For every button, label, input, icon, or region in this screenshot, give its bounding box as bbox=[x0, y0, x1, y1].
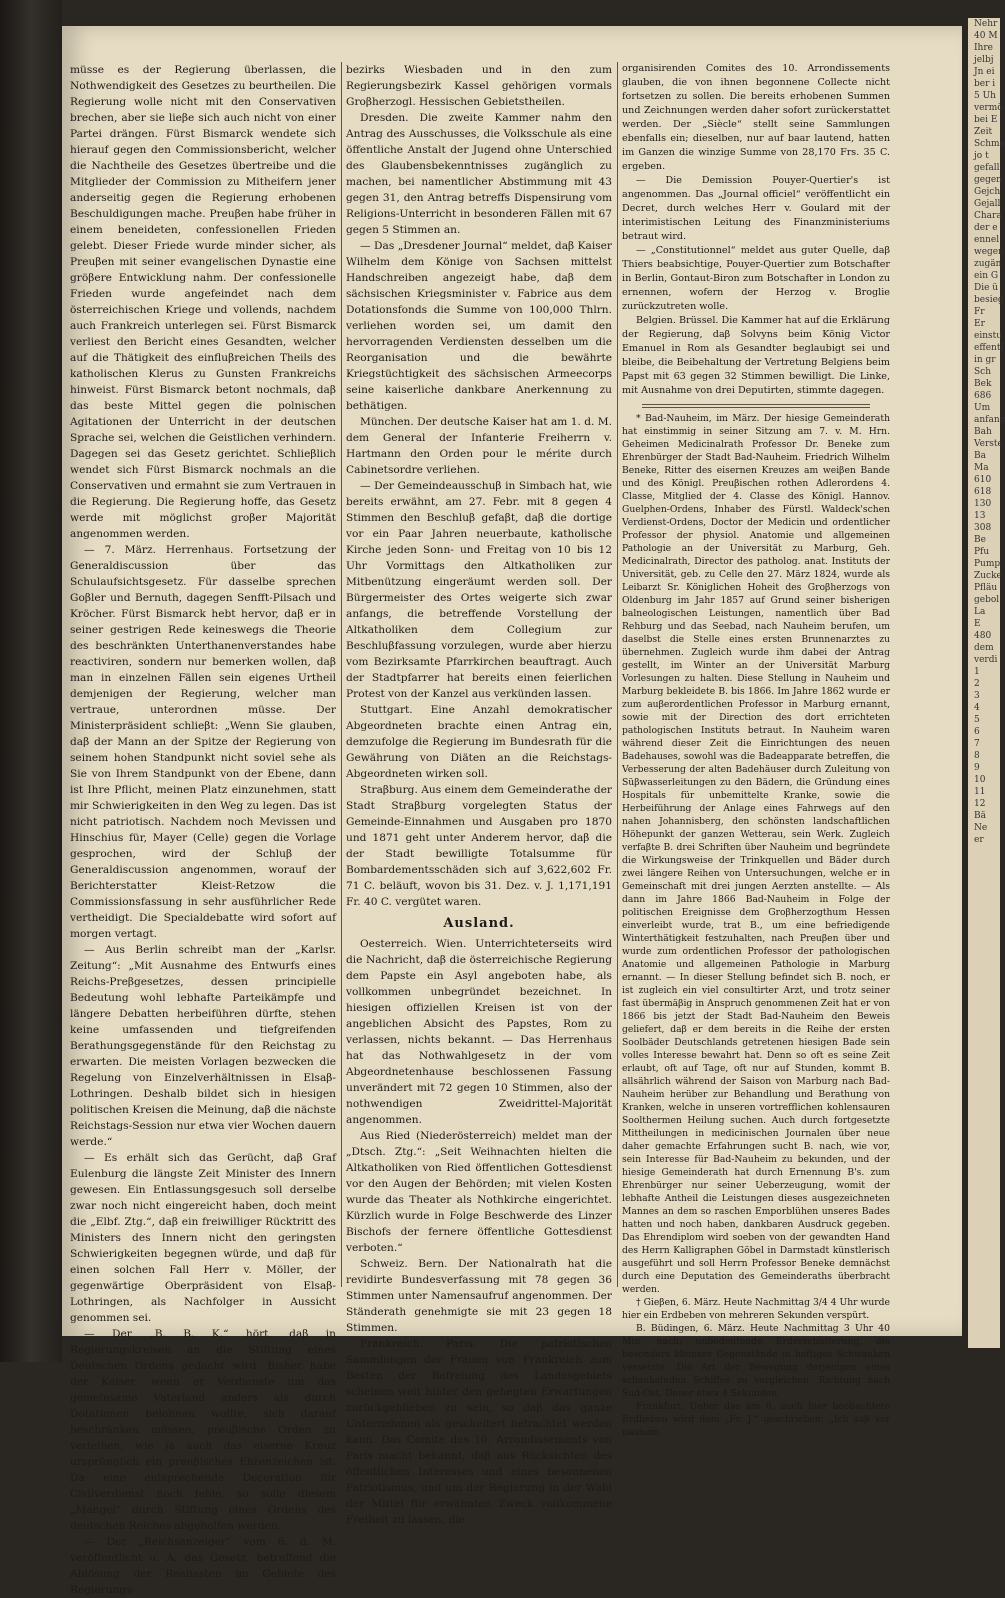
adjacent-page-fragment: jelbj bbox=[974, 55, 994, 65]
adjacent-page-fragment: Ihre bbox=[974, 43, 993, 53]
adjacent-page-fragment: vermö bbox=[974, 103, 1003, 113]
book-binding bbox=[0, 0, 62, 1362]
adjacent-page-fragment: bei E bbox=[974, 115, 998, 125]
adjacent-page-fragment: Zucke bbox=[974, 571, 1002, 581]
adjacent-page-fragment: 9 bbox=[974, 763, 980, 773]
adjacent-page-fragment: besieg bbox=[974, 295, 1004, 305]
adjacent-page-fragment: Pfläu bbox=[974, 583, 998, 593]
adjacent-page-fragment: Pfu bbox=[974, 547, 990, 557]
adjacent-page-fragment: wegen bbox=[974, 247, 1004, 257]
adjacent-page-fragment: Fr bbox=[974, 307, 985, 317]
adjacent-page-fragment: jo t bbox=[974, 151, 989, 161]
adjacent-page-fragment: 40 M bbox=[974, 31, 998, 41]
column-right bbox=[622, 62, 890, 1438]
article-paragraph: — Der Gemeindeausschuβ in Simbach hat, wie bereits erwähnt, am 27. Febr. mit 8 gegen 4 Stimmen den Beschluβ gefaβt, daβ die dortige vor ein Paar Jahren neuerbaute, katholische Kirche jeden Sonn- und Freitag von 10 bis 12 Uhr Vormittags den Altkatholiken zur Mitbenützung eingeräumt werden soll. Der Bürgermeister des Ortes weigerte sich zwar anfangs, die betreffende Vorstellung der Altkatholiken dem Collegium zur Beschluβfassung vorzulegen, wurde aber hierzu vom Bezirksamte Pfarrkirchen beauftragt. Auch der Stadtpfarrer hat bereits einen feierlichen Protest von der Kanzel aus verkünden lassen. bbox=[346, 480, 612, 700]
adjacent-page-fragment: 7 bbox=[974, 739, 980, 749]
adjacent-page-fragment: Bah bbox=[974, 427, 992, 437]
adjacent-page-fragment: 308 bbox=[974, 523, 992, 533]
adjacent-page-fragment: 3 bbox=[974, 691, 980, 701]
adjacent-page-fragment: der e bbox=[974, 223, 998, 233]
article-paragraph: — Der „B. B. K.“ hört, daβ in Regierungskreisen an die Stiftung eines Deutschen Ordens gedacht wird. Bisher habe der Kaiser, wenn er Verdienste um das gemeinsame Vaterland anders als durch Dotationen belohnen wollte, sich darauf beschränken müssen, preuβische Orden zu verleihen, wie ja auch das eiserne Kreuz ursprünglich ein preuβisches Ehrenzeichen ist. Da eine entsprechende Decoration für Civilverdienst noch fehle, so solle diesem „Mangel“ durch Stiftung eines Ordens des deutschen Reiches abgeholfen werden. bbox=[70, 1328, 336, 1532]
adjacent-page-fragment: gegen bbox=[974, 175, 1002, 185]
article-paragraph: — „Constitutionnel“ meldet aus guter Quelle, daβ Thiers beabsichtige, Pouyer-Quertier zum Botschafter in Berlin, Gontaut-Biron zum Botschafter in London zu ernennen, wofern der Herzog v. Broglie zurückzutreten wolle. bbox=[622, 245, 890, 312]
adjacent-page-edge bbox=[968, 18, 1005, 1348]
article-paragraph: Schweiz. Bern. Der Nationalrath hat die revidirte Bundesverfassung mit 78 gegen 36 Stimmen unter Namensaufruf angenommen. Der Ständerath genehmigte sie mit 23 gegen 18 Stimmen. bbox=[346, 1258, 612, 1334]
article-paragraph: Aus Ried (Niederösterreich) meldet man der „Dtsch. Ztg.“: „Seit Weihnachten hielten die Altkatholiken von Ried öffentlichen Gottesdienst vor den Augen der Behörden; mit vielen Kosten wurde das Theater als Nothkirche eingerichtet. Kürzlich wurde in Folge Beschwerde des Linzer Bischofs der fernere öffentliche Gottesdienst verboten.“ bbox=[346, 1130, 612, 1254]
column-middle bbox=[346, 62, 612, 1526]
article-paragraph: — Die Demission Pouyer-Quertier's ist angenommen. Das „Journal officiel“ veröffentlicht ein Decret, durch welches Herr v. Goulard mit der interimistischen Leitung des Finanzministeriums betraut wird. bbox=[622, 175, 890, 242]
adjacent-page-fragment: 12 bbox=[974, 799, 986, 809]
adjacent-page-fragment: La bbox=[974, 607, 986, 617]
adjacent-page-fragment: Jn ei bbox=[974, 67, 995, 77]
adjacent-page-fragment: 2 bbox=[974, 679, 980, 689]
adjacent-page-fragment: Ne bbox=[974, 823, 988, 833]
column-left bbox=[70, 62, 336, 1596]
adjacent-page-fragment: 11 bbox=[974, 787, 986, 797]
article-paragraph: organisirenden Comites des 10. Arrondissements glauben, die von ihnen begonnene Collecte nicht fortsetzen zu sollen. Die bereits erhobenen Summen und Zeichnungen werden daher sofort zurückerstattet werden. Der „Siècle“ stellt seine Sammlungen ebenfalls ein; dieselben, nur auf baar lautend, hatten im Ganzen die winzige Summe von 28,170 Frs. 35 C. ergeben. bbox=[622, 63, 890, 172]
article-paragraph: — Der „Reichsanzeiger“ vom 6. d. M. veröffentlicht u. A. das Gesetz, betreffend die Ablösung der Reallasten im Gebiete des Regierungs- bbox=[70, 1536, 336, 1596]
adjacent-page-fragment: effentl bbox=[974, 343, 1004, 353]
article-paragraph: Belgien. Brüssel. Die Kammer hat auf die Erklärung der Regierung, daβ Solvyns beim König Victor Emanuel in Rom als Gesandter beglaubigt sei und bleibe, die Beibehaltung der Vertretung Belgiens beim Papst mit 63 gegen 32 Stimmen bewilligt. Die Linke, mit Ausnahme von drei Deputirten, stimmte dagegen. bbox=[622, 315, 890, 396]
adjacent-page-fragment: 5 bbox=[974, 715, 980, 725]
adjacent-page-fragment: 480 bbox=[974, 631, 992, 641]
article-paragraph: bezirks Wiesbaden und in den zum Regierungsbezirk Kassel gehörigen vormals Groβherzogl. Hessischen Gebietstheilen. bbox=[346, 64, 612, 108]
adjacent-page-fragment: dem bbox=[974, 643, 994, 653]
adjacent-page-fragment: 686 bbox=[974, 391, 992, 401]
column-rule bbox=[341, 62, 342, 1287]
adjacent-page-fragment: 6 bbox=[974, 727, 980, 737]
adjacent-page-fragment: 1 bbox=[974, 667, 980, 677]
adjacent-page-fragment: ennel bbox=[974, 235, 1000, 245]
adjacent-page-fragment: ber i bbox=[974, 79, 996, 89]
adjacent-page-fragment: einstu bbox=[974, 331, 1003, 341]
adjacent-page-fragment: Zeit bbox=[974, 127, 993, 137]
adjacent-page-fragment: E bbox=[974, 619, 981, 629]
section-divider bbox=[642, 404, 870, 408]
adjacent-page-fragment: 10 bbox=[974, 775, 986, 785]
article-paragraph: Frankfurt. Ueber das am 6. auch hier beobachtete Erdbeben wird dem „Fr. J.“ geschrieben: „Ich saβ vor meinem bbox=[622, 1401, 890, 1438]
article-paragraph: — Aus Berlin schreibt man der „Karlsr. Zeitung“: „Mit Ausnahme des Entwurfs eines Reichs-Preβgesetzes, dessen principielle Bedeutung wohl lebhafte Parteikämpfe und längere Debatten herbeiführen dürfte, stehen keine umfassenden und tiefgreifenden Berathungsgegenstände für den Reichstag zu erwarten. Die meisten Vorlagen bezwecken die Regelung von Einzelverhältnissen in Elsaβ-Lothringen. Deshalb bildet sich in hiesigen politischen Kreisen die Meinung, daβ die nächste Reichstags-Session nur etwa vier Wochen dauern werde.“ bbox=[70, 944, 336, 1148]
adjacent-page-fragment: zugän bbox=[974, 259, 1002, 269]
article-paragraph: Stuttgart. Eine Anzahl demokratischer Abgeordneten brachte einen Antrag ein, demzufolge die Regierung im Bundesrath für die Gewährung von Diäten an die Reichstags-Abgeordneten wirken soll. bbox=[346, 704, 612, 780]
article-paragraph: * Bad-Nauheim, im März. Der hiesige Gemeinderath hat einstimmig in seiner Sitzung am 7. v. M. Hrn. Geheimen Medicinalrath Professor Dr. Beneke zum Ehrenbürger der Stadt Bad-Nauheim. Friedrich Wilhelm Beneke, Ritter des eisernen Kreuzes am weiβen Bande und des Königl. Preuβischen rothen Adlerordens 4. Classe, Mitglied der 4. Classe des Königl. Hannov. Guelphen-Ordens, Inhaber des Fürstl. Waldeck'schen Verdienst-Ordens, Doctor der Medicin und ordentlicher Professor der physiol. Anatomie und allgemeinen Pathologie an der Universität zu Marburg, Geh. Medicinalrath, Director des patholog. anat. Instituts der Universität, geb. zu Celle den 27. März 1824, wurde als Leibarzt Sr. Königlichen Hoheit des Groβherzogs von Oldenburg im Jahr 1857 auf Grund seiner bisherigen balneologischen Leistungen, namentlich über Bad Rehburg und das Seebad, nach Nauheim berufen, um daselbst die Stelle eines ersten Brunnenarztes zu übernehmen. Zugleich wurde ihm dabei der Antrag gestellt, im Winter an der Universität Marburg Vorlesungen zu halten. Diese Stellung in Nauheim und Marburg bekleidete B. bis 1866. Im Jahre 1862 wurde er zum auβerordentlichen Professor in Marburg ernannt, sowie mit der Direction des dort errichteten pathologischen Instituts betraut. In Nauheim waren während dieser Zeit die Einrichtungen des neuen Badehauses, sowohl was die Badeapparate betreffen, die Verbesserung der alten Badehäuser durch Zuleitung von Süβwasserleitungen zu den Bädern, die Gründung eines Hospitals für unbemittelte Kranke, sowie die Herbeiführung der Anlage eines Fahrwegs auf den nahen Johannisberg, den schönsten landschaftlichen Höhepunkt der ganzen Wetterau, sein Werk. Zugleich verfaβte B. drei Schriften über Nauheim und begründete die Wirkungsweise der Trinkquellen und Bäder durch zwei längere Reihen von Untersuchungen, welche er in Gemeinschaft mit drei jungen Aerzten anstellte. — Als dann im Jahre 1866 Bad-Nauheim in Folge der politischen Ereignisse dem Groβherzogthum Hessen einverleibt wurde, trat B., um eine befriedigende Winterthätigkeit festzuhalten, nach Preuβen über und wurde zum ordentlichen Professor der pathologischen Anatomie und allgemeinen Pathologie in Marburg ernannt. — In dieser Stellung befindet sich B. noch, er ist zugleich ein viel consultirter Arzt, und trotz seiner fast übermäβig in Anspruch genommenen Zeit hat er von 1866 bis jetzt der Stadt Bad-Nauheim den Beweis geliefert, daβ er dem bereits in die Reihe der ersten Soolbäder Deutschlands getretenen hiesigen Bade sein volles Interesse bewahrt hat. Denn so oft es seine Zeit erlaubt, oft auf Tage, oft nur auf Stunden, kommt B. allsährlich während der Saison von Marburg nach Bad-Nauheim herüber zur Behandlung und Berathung von Kranken, welche in unseren vortrefflichen kohlensauren Soolthermen Heilung suchen. Auch durch fortgesetzte Mittheilungen in medicinischen Journalen über neue daher gemachte Erfahrungen sucht B. nach, wie vor, sein Interesse für Bad-Nauheim zu bekunden, und der hiesige Gemeinderath hat durch Ernennung B's. zum Ehrenbürger nur seiner Ueberzeugung, womit der lebhafte Antheil die Leistungen dieses ausgezeichneten Mannes an dem so raschen Emporblühen unseres Bades hatten und noch haben, dankbaren Ausdruck gegeben. Das Ehrendiplom wird soeben von der gewandten Hand des Herrn Kalligraphen Göbel in Darmstadt künstlerisch ausgeführt und soll Herrn Professor Beneke demnächst durch eine Deputation des Gemeinderaths überbracht werden. bbox=[622, 413, 890, 1295]
section-heading-ausland: Ausland. bbox=[443, 916, 515, 931]
article-paragraph: Frankreich. Paris. Die patriotischen Sammlungen der Frauen von Frankreich zum Besten der Befreiung des Landesgebiets scheinen weit hinter den gehegten Erwartungen zurückgeblieben zu sein, so daβ das ganze Unternehmen als gescheitert betrachtet werden kann. Das Comite des 10. Arrondissements von Paris macht bekannt, daβ aus Rücksichten des öffentlichen Interesses und eines besonnenen Patriotismus, und um der Regierung in der Wahl der Mittel für erwähnten Zweck vollkommene Freiheit zu lassen, die bbox=[346, 1338, 612, 1526]
adjacent-page-fragment: Er bbox=[974, 319, 985, 329]
article-paragraph: müsse es der Regierung überlassen, die Nothwendigkeit des Gesetzes zu beurtheilen. Die Regierung wolle nicht mit den Conservativen brechen, aber sie lieβe sich auch nicht von einer Partei drängen. Fürst Bismarck wendete sich hierauf gegen den Commissionsbericht, welcher die Nachtheile des Gesetzes übertreibe und die Mitglieder der Commission zu Mitheifern jener anderseitig gegen die Regierung erhobenen Beschuldigungen mache. Preuβen habe früher in einem beneideten, confessionellen Frieden gelebt. Dieser Friede wurde minder sicher, als Preuβen mit seiner evangelischen Dynastie eine gröβere Entwicklung nahm. Der confessionelle Frieden wurde angefeindet nach dem österreichischen Kriege und vollends, nachdem auch Frankreich unterlegen sei. Fürst Bismarck verliest den Bericht eines Gesandten, welcher auf die Thätigkeit des einfluβreichen Theils des katholischen Klerus zu Gunsten Frankreichs hinweist. Fürst Bismarck betont nochmals, daβ das beste Mittel gegen die polnischen Agitationen der Unterricht in der deutschen Sprache sei, welchen die Geistlichen verhindern. Dagegen sei das Gesetz gerichtet. Schlieβlich wendet sich Fürst Bismarck nochmals an die Conservativen und ermahnt sie zum Vertrauen in die Regierung. Die Regierung hoffe, das Gesetz werde mit möglichst groβer Majorität angenommen werden. bbox=[70, 64, 336, 540]
adjacent-page-fragment: 4 bbox=[974, 703, 980, 713]
column-rule bbox=[617, 62, 618, 1287]
adjacent-page-fragment: Gejch bbox=[974, 187, 1001, 197]
adjacent-page-fragment: anfang bbox=[974, 415, 1005, 425]
adjacent-page-fragment: verdi bbox=[974, 655, 998, 665]
adjacent-page-fragment: Ba bbox=[974, 451, 986, 461]
article-paragraph: † Gieβen, 6. März. Heute Nachmittag 3/4 4 Uhr wurde hier ein Erdbeben von mehreren Sekunden verspürt. bbox=[622, 1297, 890, 1321]
adjacent-page-fragment: Sch bbox=[974, 367, 992, 377]
adjacent-page-fragment: Schme bbox=[974, 139, 1005, 149]
adjacent-page-fragment: 130 bbox=[974, 499, 992, 509]
adjacent-page-fragment: 610 bbox=[974, 475, 992, 485]
adjacent-page-fragment: Verste bbox=[974, 439, 1003, 449]
adjacent-page-fragment: Die ü bbox=[974, 283, 999, 293]
article-paragraph: — Es erhält sich das Gerücht, daβ Graf Eulenburg die längste Zeit Minister des Innern gewesen. Ein Entlassungsgesuch soll derselbe zwar noch nicht eingereicht haben, doch meint die „Elbf. Ztg.“, daβ ein freiwilliger Rücktritt des Ministers des Innern nicht den geringsten Schwierigkeiten begegnen würde, und daβ für einen solchen Fall Herr v. Möller, der gegenwärtige Oberpräsident von Elsaβ-Lothringen, als Nachfolger in Aussicht genommen sei. bbox=[70, 1152, 336, 1324]
article-paragraph: — 7. März. Herrenhaus. Fortsetzung der Generaldiscussion über das Schulaufsichtsgesetz. Für dasselbe sprechen Goβler und Bernuth, dagegen Senfft-Pilsach und Kröcher. Fürst Bismarck hebt hervor, daβ er in seiner gestrigen Rede keineswegs die Theorie des beschränkten Unterthanenverstandes habe reactiviren, sondern nur bemerken wollen, daβ man in einzelnen Fällen sein eigenes Urtheil demjenigen der Regierung, welcher man vertraue, unterordnen müsse. Der Ministerpräsident schlieβt: „Wenn Sie glauben, daβ der Mann an der Spitze der Regierung von seinem hohen Standpunkt nicht soviel sehe als Sie von Ihrem Standpunkt von der Ebene, dann ist Ihre Pflicht, meinen Platz einzunehmen, statt mir Schwierigkeiten in den Weg zu legen. Das ist nicht patriotisch. Nachdem noch Mevissen und Hinschius für, Mayer (Celle) gegen die Vorlage gesprochen, wird der Schluβ der Generaldiscussion angenommen, worauf der Berichterstatter Kleist-Retzow die Commissionsfassung in sehr ausführlicher Rede vertheidigt. Die Specialdebatte wird sofort auf morgen vertagt. bbox=[70, 544, 336, 940]
adjacent-page-fragment: Bek bbox=[974, 379, 992, 389]
adjacent-page-fragment: Ma bbox=[974, 463, 989, 473]
adjacent-page-fragment: Chara bbox=[974, 211, 1002, 221]
article-paragraph: — Das „Dresdener Journal“ meldet, daβ Kaiser Wilhelm dem Könige von Sachsen mittelst Handschreiben angezeigt habe, daβ dem sächsischen Kriegsminister v. Fabrice aus dem Dotationsfonds die Summe von 100,000 Thlrn. verliehen worden sei, um damit den hervorragenden Verdiensten desselben um die Reorganisation und die bewährte Kriegstüchtigkeit des sächsischen Armeecorps seine kaiserliche dankbare Anerkennung zu bethätigen. bbox=[346, 240, 612, 412]
adjacent-page-fragment: gebol bbox=[974, 595, 1000, 605]
adjacent-page-fragment: in gr bbox=[974, 355, 996, 365]
adjacent-page-fragment: Gejall bbox=[974, 199, 1001, 209]
adjacent-page-fragment: Be bbox=[974, 535, 986, 545]
adjacent-page-fragment: ein G bbox=[974, 271, 999, 281]
adjacent-page-fragment: 5 Uh bbox=[974, 91, 996, 101]
adjacent-page-fragment: Bä bbox=[974, 811, 986, 821]
adjacent-page-fragment: Pump bbox=[974, 559, 1001, 569]
adjacent-page-fragment: 618 bbox=[974, 487, 992, 497]
article-paragraph: B. Büdingen, 6. März. Heute Nachmittag 3 Uhr 40 Min. nach; unbedeutende Erderschütterung, die besonders kleinere Gegenstände in heftiges Schwanken versetzte. Die Art der Bewegung derjenigen eines schaukelnden Schiffes zu vergleichen. Richtung nach Sud-Ost. Dauer etwa 4 Sekunden. bbox=[622, 1323, 890, 1399]
adjacent-page-fragment: gefall bbox=[974, 163, 1000, 173]
article-paragraph: Straβburg. Aus einem dem Gemeinderathe der Stadt Straβburg vorgelegten Status der Gemeinde-Einnahmen und Ausgaben pro 1870 und 1871 geht unter Anderem hervor, daβ die der Stadt bewilligte Totalsumme für Bombardementsschäden sich auf 3,622,602 Fr. 71 C. beläuft, wovon bis 31. Dez. v. J. 1,171,191 Fr. 40 C. vergütet waren. bbox=[346, 784, 612, 908]
adjacent-page-fragment: er bbox=[974, 835, 984, 845]
adjacent-page-fragment: Um bbox=[974, 403, 991, 413]
article-paragraph: Oesterreich. Wien. Unterrichteterseits wird die Nachricht, daβ die österreichische Regierung dem Papste ein Asyl angeboten habe, als vollkommen unbegründet bezeichnet. In hiesigen offiziellen Kreisen ist von der angeblichen Absicht des Papstes, Rom zu verlassen, nichts bekannt. — Das Herrenhaus hat das Nothwahlgesetz in der vom Abgeordnetenhause beschlossenen Fassung unverändert mit 72 gegen 10 Stimmen, also der nothwendigen Zweidrittel-Majorität angenommen. bbox=[346, 938, 612, 1126]
article-paragraph: München. Der deutsche Kaiser hat am 1. d. M. dem General der Infanterie Freiherrn v. Hartmann den Orden pour le mérite durch Cabinetsordre verliehen. bbox=[346, 416, 612, 476]
article-paragraph: Dresden. Die zweite Kammer nahm den Antrag des Ausschusses, die Volksschule als eine öffentliche Anstalt der Jugend ohne Unterschied des Glaubensbekenntnisses zugänglich zu machen, bei namentlicher Abstimmung mit 43 gegen 31, den Antrag betreffs Dispensirung vom Religions-Unterricht in besonderen Fällen mit 67 gegen 5 Stimmen an. bbox=[346, 112, 612, 236]
adjacent-page-fragment: 13 bbox=[974, 511, 986, 521]
adjacent-page-fragment: Nehr bbox=[974, 19, 998, 29]
adjacent-page-fragment: 8 bbox=[974, 751, 980, 761]
